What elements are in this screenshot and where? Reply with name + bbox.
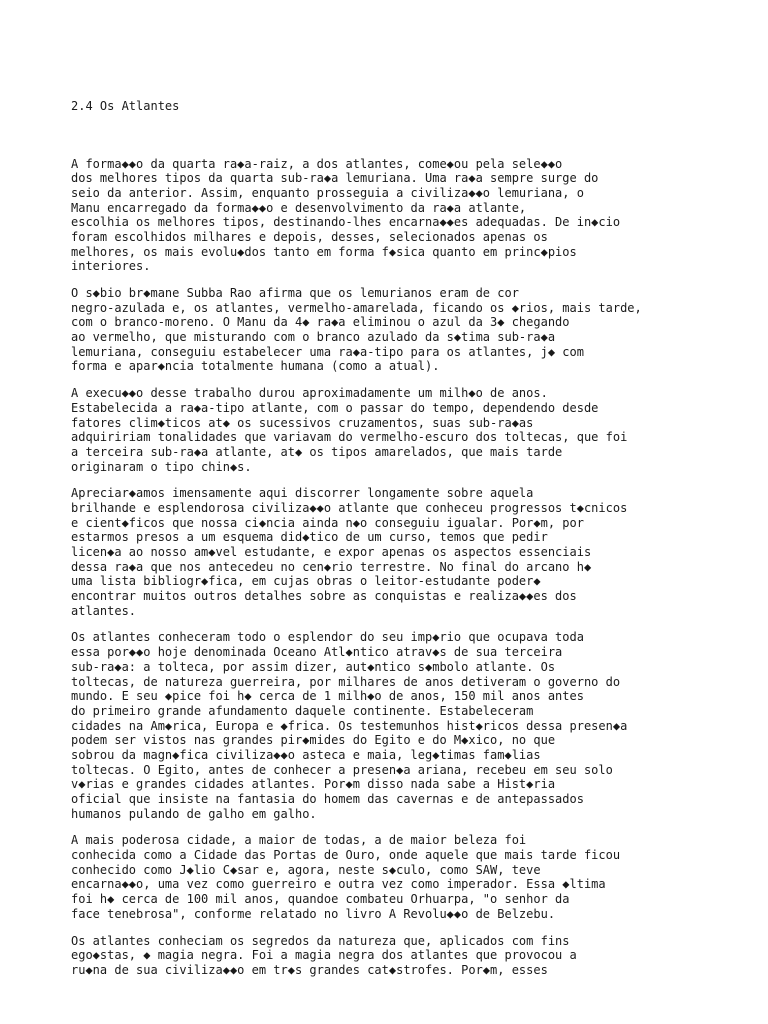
text-line: sub-ra◆a: a tolteca, por assim dizer, aut◆ntico s◆mbolo atlante. Os <box>71 659 556 674</box>
paragraph-list <box>71 157 751 978</box>
text-line: essa por◆◆o hoje denominada Oceano Atl◆ntico atrav◆s de sua terceira <box>71 645 563 660</box>
text-line: A mais poderosa cidade, a maior de todas, a de maior beleza foi <box>71 833 527 848</box>
text-line: A forma◆◆o da quarta ra◆a-raiz, a dos atlantes, come◆ou pela sele◆◆o <box>71 156 563 171</box>
text-line: seio da anterior. Assim, enquanto prosseguia a civiliza◆◆o lemuriana, o <box>71 185 584 200</box>
text-line: lemuriana, conseguiu estabelecer uma ra◆a-tipo para os atlantes, j◆ com <box>71 344 584 359</box>
text-line: Manu encarregado da forma◆◆o e desenvolvimento da ra◆a atlante, <box>71 200 527 215</box>
text-line: sobrou da magn◆fica civiliza◆◆o asteca e maia, leg◆timas fam◆lias <box>71 747 541 762</box>
paragraph <box>71 833 751 921</box>
text-line: adquiririam tonalidades que variavam do vermelho-escuro dos toltecas, que foi <box>71 430 628 445</box>
text-line: licen◆a ao nosso am◆vel estudante, e expor apenas os aspectos essenciais <box>71 545 592 560</box>
document-body <box>71 70 751 1004</box>
text-line: conhecida como a Cidade das Portas de Ouro, onde aquele que mais tarde ficou <box>71 848 621 863</box>
text-line: interiores. <box>71 259 151 274</box>
text-line: oficial que insiste na fantasia do homem das cavernas e de antepassados <box>71 792 584 807</box>
text-line: a terceira sub-ra◆a atlante, at◆ os tipos amarelados, que mais tarde <box>71 444 563 459</box>
text-line: melhores, os mais evolu◆dos tanto em forma f◆sica quanto em princ◆pios <box>71 244 577 259</box>
text-line: toltecas, de natureza guerreira, por milhares de anos detiveram o governo do <box>71 674 621 689</box>
text-line: forma e apar◆ncia totalmente humana (como a atual). <box>71 359 440 374</box>
text-line: Os atlantes conheciam os segredos da natureza que, aplicados com fins <box>71 933 570 948</box>
paragraph <box>71 934 751 978</box>
text-line: O s◆bio br◆mane Subba Rao afirma que os lemurianos eram de cor <box>71 286 519 301</box>
paragraph <box>71 630 751 821</box>
text-line: humanos pulando de galho em galho. <box>71 806 317 821</box>
text-line: ego◆stas, ◆ magia negra. Foi a magia negra dos atlantes que provocou a <box>71 948 577 963</box>
paragraph <box>71 486 751 618</box>
text-line: estarmos presos a um esquema did◆tico de um curso, temos que pedir <box>71 530 548 545</box>
text-line: podem ser vistos nas grandes pir◆mides do Egito e do M◆xico, no que <box>71 733 556 748</box>
text-line: face tenebrosa", conforme relatado no livro A Revolu◆◆o de Belzebu. <box>71 906 556 921</box>
text-line: do primeiro grande afundamento daquele continente. Estabeleceram <box>71 703 534 718</box>
text-line: foi h◆ cerca de 100 mil anos, quandoe combateu Orhuarpa, "o senhor da <box>71 892 570 907</box>
text-line: Apreciar◆amos imensamente aqui discorrer longamente sobre aquela <box>71 486 534 501</box>
text-line: toltecas. O Egito, antes de conhecer a presen◆a ariana, recebeu em seu solo <box>71 762 613 777</box>
text-line: v◆rias e grandes cidades atlantes. Por◆m disso nada sabe a Hist◆ria <box>71 777 556 792</box>
text-line: A execu◆◆o desse trabalho durou aproximadamente um milh◆o de anos. <box>71 386 548 401</box>
text-line: mundo. E seu ◆pice foi h◆ cerca de 1 milh◆o de anos, 150 mil anos antes <box>71 689 584 704</box>
text-line: e cient◆ficos que nossa ci◆ncia ainda n◆o conseguiu igualar. Por◆m, por <box>71 515 584 530</box>
text-line: uma lista bibliogr◆fica, em cujas obras o leitor-estudante poder◆ <box>71 574 541 589</box>
text-line: cidades na Am◆rica, Europa e ◆frica. Os testemunhos hist◆ricos dessa presen◆a <box>71 718 628 733</box>
text-line: conhecido como J◆lio C◆sar e, agora, neste s◆culo, como SAW, teve <box>71 862 541 877</box>
text-line: ao vermelho, que misturando com o branco azulado da s◆tima sub-ra◆a <box>71 330 556 345</box>
text-line: atlantes. <box>71 603 137 618</box>
paragraph <box>71 286 751 374</box>
paragraph <box>71 157 751 275</box>
text-line: com o branco-moreno. O Manu da 4◆ ra◆a eliminou o azul da 3◆ chegando <box>71 315 570 330</box>
text-line: Estabelecida a ra◆a-tipo atlante, com o passar do tempo, dependendo desde <box>71 400 599 415</box>
text-line: fatores clim◆ticos at◆ os sucessivos cruzamentos, suas sub-ra◆as <box>71 415 534 430</box>
text-line: encontrar muitos outros detalhes sobre as conquistas e realiza◆◆es dos <box>71 589 577 604</box>
text-line: originaram o tipo chin◆s. <box>71 459 252 474</box>
text-line: Os atlantes conheceram todo o esplendor do seu imp◆rio que ocupava toda <box>71 630 584 645</box>
text-line: foram escolhidos milhares e depois, desses, selecionados apenas os <box>71 229 548 244</box>
text-line: negro-azulada e, os atlantes, vermelho-amarelada, ficando os ◆rios, mais tarde, <box>71 300 642 315</box>
text-line: brilhande e esplendorosa civiliza◆◆o atlante que conheceu progressos t◆cnicos <box>71 500 628 515</box>
text-line: dos melhores tipos da quarta sub-ra◆a lemuriana. Uma ra◆a sempre surge do <box>71 171 599 186</box>
text-line: escolhia os melhores tipos, destinando-lhes encarna◆◆es adequadas. De in◆cio <box>71 215 621 230</box>
text-line: dessa ra◆a que nos antecedeu no cen◆rio terrestre. No final do arcano h◆ <box>71 559 592 574</box>
paragraph <box>71 386 751 474</box>
text-line: ru◆na de sua civiliza◆◆o em tr◆s grandes cat◆strofes. Por◆m, esses <box>71 962 548 977</box>
text-line: encarna◆◆o, uma vez como guerreiro e outra vez como imperador. Essa ◆ltima <box>71 877 606 892</box>
section-heading: 2.4 Os Atlantes <box>71 99 180 114</box>
